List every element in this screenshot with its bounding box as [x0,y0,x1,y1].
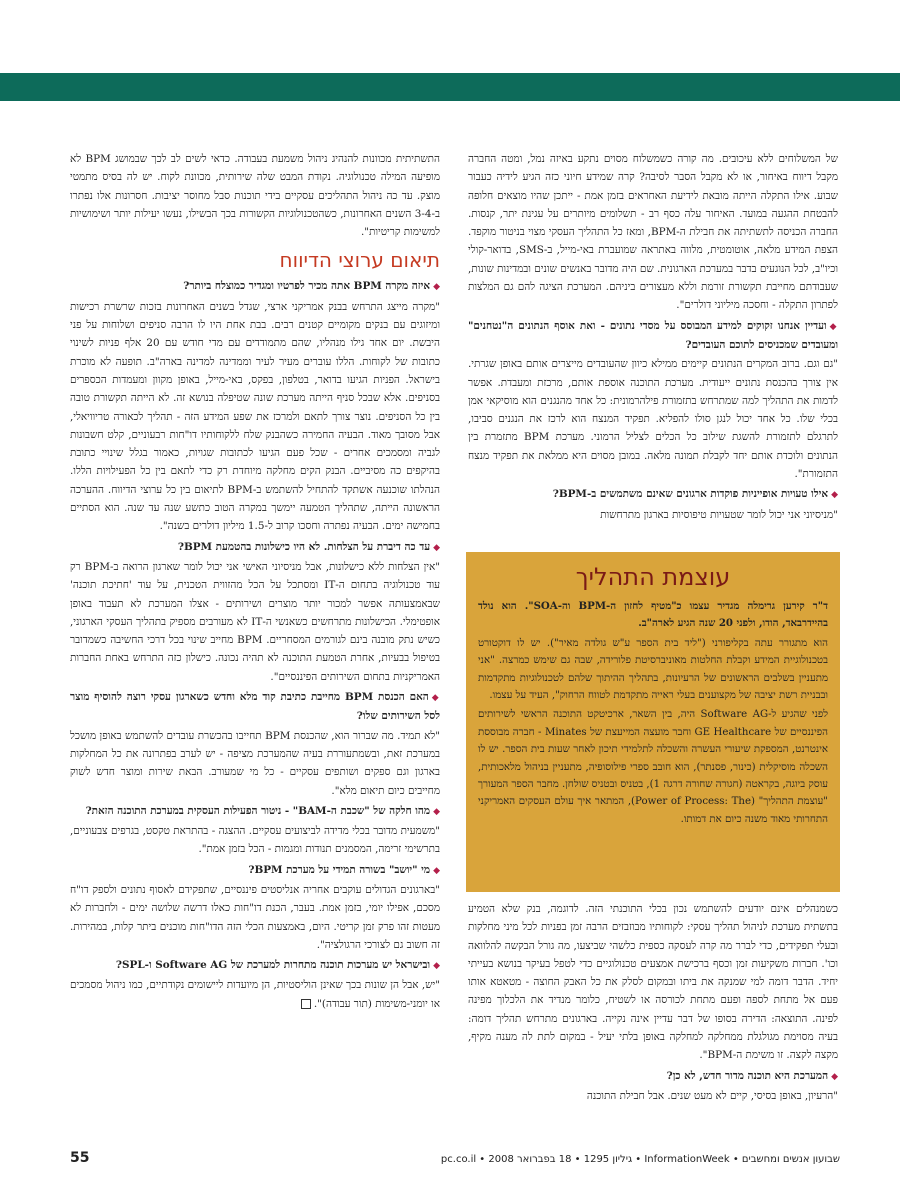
question [70,688,440,726]
question-text: ובישראל יש מערכות תוכנה מתחרות למערכת של Software AG ו-SPL? [115,959,431,972]
running-footer: שבועון אנשים ומחשבים • InformationWeek • גיליון 1295 • 18 בפברואר 2008 • pc.co.il [440,1154,840,1165]
sidebar-lead: ד"ר קירען גרימלה מגדיר עצמו כ"מטיף לחזון ה-BPM וה-SOA". הוא נולד בהיידרבאד, הודו, ולפני 20 שנה הגיע לארה"ב. [478,600,828,630]
question [468,485,838,504]
header-color-bar [0,73,900,101]
paragraph: "גם וגם. ברוב המקרים הנתונים קיימים ממילא כיוון שהעובדים מייצרים אותם באופן שגרתי. אין צורך בהכנסת נתונים ייעודית. מערכת התוכנה אוספת אותם, מרכזת ומעבדת. אפשר לדמות את התהליך למה שמתרחש בתזמורת פילהרמונית: כל אחד מהנגנים הוא מוסיקאי אמן בכלי שלו. כל אחד יכול לנגן סולו להפליא. תפקיד המנצח הוא לרכז את הנגנים סביבו, לתרגלם לתזמורת להשגת שילוב כל הכלים לצליל הרמוני. מערכת BPM מתזמרת בין הנתונים ולוכדת אותם יחד לקבלת תמונה מלאה. במובן מסוים היא ממלאת את תפקיד מנצח התזמורת". [468,358,838,481]
right-column-bottom [468,900,838,1106]
diamond-bullet-icon: ◆ [831,1071,838,1082]
paragraph: הוא מתגורר עתה בקליפורני ("ליד בית הספר ע"ש גולדה מאיר"). יש לו דוקטורט בטכנולוגיית המידע וקבלת החלטות מאוניברסיטת פלורידה, שבה גם שימש כמרצה. "אני מתעניין בשלבים הראשונים של הרעיונות, בתהליך ההיתוך שלהם לטכנולוגיות מתקדמות ובבניית רשת יציבה של מקצוענים בעלי ראייה מתקדמת לטווח הרחוק", העיד על עצמו. [478,637,828,702]
diamond-bullet-icon: ◆ [433,865,440,876]
page-footer [70,1150,840,1170]
end-of-article-icon [301,999,311,1009]
question-text: איזה מקרה BPM אתה מכיר לפרטיו ומגדיר כמוצלח ביותר? [183,280,431,293]
question [468,1067,838,1086]
paragraph: "משמעית מדובר בכלי מדידה לביצועים עסקיים. ההצגה - בהתראת טקסט, בגרפים צבעוניים, בתרשימי זרימה, המסמנים תנודות ומגמות - הכל בזמן אמת". [70,825,440,856]
question [70,802,440,821]
diamond-bullet-icon: ◆ [431,693,440,704]
question [70,277,440,296]
paragraph: לפני שהגיע ל-Software AG היה, בין השאר, ארכיטקט התוכנה הראשי לשירותים הפיננסיים של GE Healthcare וחבר מועצה המייעצת של Minates - חברה מבוססת אינטרנט, המספקת שיעורי העשרה והשכלה לתלמידי תיכון לאחר שעות בית הספר. יש לו השכלה מוסיקלית (כינור, פסנתר), הוא חובב ספרי פילוסופיה, מתעניין בניהול מלאכותית, עוסק ביוגה, בקראטה (חגורה שחורה דרגה 1), בטניס ובטניס שולחן. מחבר הספר המעורך "עוצמת התהליך" (Power of Process: The), המתאר איך עולם העסקים האמריקני התחרותי מאוד משנה כיום את דמותו. [478,709,828,825]
paragraph: "הרעיון, באופן בסיסי, קיים לא מעט שנים. אבל חבילת התוכנה [586,1089,838,1102]
diamond-bullet-icon: ◆ [433,282,440,293]
paragraph: "אין הצלחות ללא כישלונות, אבל מניסיוני האישי אני יכול לומר שארגון הרואה ב-BPM רק עוד טכנולוגיה בתחום ה-IT ומסתכל על הכל מהזווית הטכנית, על עוד 'חתיכת תוכנה' שבאמצעותה אפשר למכור יותר מוצרים ושירותים - אצלו המערכת לא תעבוד באופן אופטימלי. הכישלונות מתרחשים כשאנשי ה-IT לא מעורבים מספיק בתהליך העסקי הארגוני, כשיש נתק מובנה בינם לגורמים המסחריים. BPM מחייב שינוי בכל דרכי החשיבה כשמדובר בטיפול בבעיות, אחרת הטמעת התוכנה לא תהיה נכונה. כישלון כזה התרחש באחת החברות האמריקניות בתחום השירותים הפיננסיים". [70,560,441,683]
question [70,538,440,557]
question-text: האם הכנסת BPM מחייבת כתיבת קוד מלא וחדש כשארגון עסקי רוצה להוסיף מוצר לסל השירותים שלו? [70,691,440,723]
question-text: ועדיין אנחנו זקוקים למידע המבוסס על מסדי נתונים - ואת אוסף הנתונים ה"נטחנים" ומעובדים שמכניסים לתוכם העובדים? [468,319,838,351]
paragraph: "לא תמיד. מה שברור הוא, שהכנסת BPM תחייבו בהכשרת עובדים להשתמש באופן מושכל במערכת זאת, ובשמתעוררת בעיה שהמערכת מציפה - יש לערב בפתרונה את כל המחלקות בארגון וגם ספקים ושותפים עסקיים - כל מי שמעורב. הבאת שירות ומוצר חדש לשוק מחייבים כיום תיאום מלא". [70,729,441,797]
section-title: תיאום ערוצי הדיווח [279,248,440,273]
question-text: מי "יושב" בשורה תמידי על מערכת BPM? [248,863,431,876]
sidebar-body [478,598,828,830]
question [468,317,838,355]
paragraph-last [70,976,440,1013]
question [70,861,440,880]
question [70,956,440,975]
bio-sidebar-box [466,552,840,892]
diamond-bullet-icon: ◆ [433,542,440,553]
paragraph: התשתיתית מכוונות להנהיג ניהול משמעת בעבודה. כדאי לשים לב לכך שבמושג BPM לא מופיעה המילה טכנולוגיה. נקודת המבט שלה שירותית, מכוונת לקוח. יש לה בסיס מתמטי מוצק. עד כה ניהול התהליכים עסקיים בידי תוכנות סבל מחוסר יציבות. חסרונות אלו נפתרו ב-3-4 השנים האחרונות, כשהטכנולוגיות הקשורות בכך הבשילו, נעשו יעילות יותר ושימושיות למשימות קריטיות". [70,153,440,239]
diamond-bullet-icon: ◆ [433,806,440,817]
question-text: מהו חלקה של "שכבת ה-BAM" - ניטור הפעילות העסקית במערכת התוכנה הזאת? [85,804,431,817]
paragraph: "בארגונים הגדולים עוקבים אחריה אנליסטים פיננסיים, שתפקידם לאסוף נתונים ולספק דו"ח מסכם, אפילו יומי, בזמן אמת. בעבר, הכנת דו"חות כאלו דרשה שלושה ימים - ולחברות לא מעטות זהו פרק זמן קריטי. היום, באמצעות הכלי הזה הדו"חות מוכנים ביתר קלות, במהירות. זה חשוב גם לצורכי הרגולציה". [70,883,440,951]
left-column [70,150,440,1014]
question-text: אילו טעויות אופייניות פוקדות ארגונים שאינם משתמשים ב-BPM? [552,488,829,501]
right-column [468,150,838,525]
diamond-bullet-icon: ◆ [831,490,838,501]
paragraph: כשמנהלים אינם יודעים להשתמש נכון בכלי התוכנתי הזה. לדוגמה, בנק שלא הטמיע בתשתית מערכת לניהול תהליך עסקי: לקוחותיו מבוזבזים הרבה זמן בפניות לכל מיני מחלקות ובעלי תפקידים, כדי לברר מה קרה לעסקה כספית כלשהי שביצעו, מה גורל הבקשה להלוואה וכו'. חברות משקיעות זמן וכסף ברכישת אמצעים טכנולוגיים כדי לטפל בעיקר בנושא בעייתי יחיד. הדבר דומה למי שמנקה את ביתו ובמקום לסלק את כל האבק החוצה - מטאטא אותו פעם אל מתחת לספה ופעם מתחת לכורסה או לשטיח, כלומר מנדיד את הלכלוך מפינה לפינה. התוצאה: הדירה בסופו של דבר עדיין אינה נקייה. בארגונים מתרחש תהליך דומה: בעיה מסוימת מגולגלת ממחלקה למחלקה באופן בלתי יעיל - במקום לתת לה מענה מקיף, מקצה לקצה. זו משימת ה-BPM". [468,903,838,1062]
diamond-bullet-icon: ◆ [433,961,440,972]
sidebar-title: עוצמת התהליך [575,563,731,591]
paragraph: "מקרה מייצג התרחש בבנק אמריקני ארצי, שגדל בשנים האחרונות בזכות שרשרת רכישות ומיזוגים עם בנקים מקומיים קטנים רבים. בבת אחת היו לו הרבה סניפים ושלוחות על פני היבשת. יום אחד גילו מנהליו, שהם מתמודדים עם מדי חודש עם 20 אלף פניות לשינוי כתובות של לקוחות. הללו עוברים מעיר לעיר וממדינה למדינה בארה"ב. תופעה לא מוכרת בישראל. הפניות הגיעו בדואר, בטלפון, בפקס, באי-מייל, באופן מקוון ומעמדות הכספרים בסניפים. אלא שבכל סניף הייתה מערכת שונה שטיפלה בנושא זה. לא הייתה תקשורת טובה בין כל הסניפים. נוצר צורך לתאם ולמרכז את שפע המידע הזה - תהליך לכאורה טריוויאלי, אבל מסובך מאוד. הבעיה החמירה כשהבנק שלח ללקוחותיו דו"חות רבעוניים, קלט חשבונות לגביה ומסמכים אחרים - שכל פעם הגיעו לכתובות שגויות, כאמור בגלל שינויי כתובת בהיקפים כה מסיביים. הבנק הקים מחלקה מיוחדת רק כדי לתאם בין כל הפעילויות הללו. הנהלתו שוכנעה אשתקד להתחיל להשתמש ב-BPM לתיאום בין כל ערוצי הדיווח. ההערכה הראשונה הייתה, שתהליך הטמעה יימשך במקרה הטוב כתשע שנה עד שנה. הוא הסתיים בחמישה ימים. הבעיה נפתרה וחסכו קרוב ל-1.5 מיליון דולרים בשנה". [70,300,440,533]
question-text: המערכת היא תוכנה מדור חדש, לא כן? [666,1069,829,1082]
paragraph: של המשלוחים ללא עיכובים. מה קורה כשמשלוח מסוים נתקע באיזה נמל, ומטה החברה מקבל דיווח באיחור, או לא מקבל הסבר לסיבה? קרה שמידע חיוני כזה הגיע לידיה כעבור שבוע. אילו התקלה הייתה מובאת לידיעת האחראים בזמן אמת - ייתכן שהיו מוצאים חלופה להבטחת ההגעה במועד. האיחור עלה כסף רב - תשלומים מיותרים על עגינת יתר, קנסות. החברה הכניסה לתשתיתה את חבילת ה-BPM, ומאז כל התהליך העסקי מצוי בניטור מוקפד. הצפת המידע מלאה, אוטומטית, מלווה באתראה שמועברת באי-מייל, ב-SMS, בדואר-קולי וכיו"ב, לכל הנוגעים בדבר במערכת הארגונית. שם היה מדובר באנשים שונים ובמדינות שונות, שעבודתם מחייבת תקשורת זורמת וללא מעצורים ביניהם. המערכת הציגה להם גם המלצות לפתרון התקלה - וחסכה מיליוני דולרים". [468,153,839,312]
paragraph: "מניסיוני אני יכול לומר שטעויות טיפוסיות בארגון מתרחשות [600,508,838,521]
page-number: 55 [70,1150,90,1166]
diamond-bullet-icon: ◆ [829,321,838,332]
paragraph-text: "יש, אבל הן שונות בכך שאינן הוליסטיות, הן מיועדות ליישומים נקודתיים, כמו ניהול מסמכים או יומני-משימות (תור עבודה)". [70,979,440,1010]
question-text: עד כה דיברת על הצלחות. לא היו כישלונות בהטמעת BPM? [177,540,431,553]
